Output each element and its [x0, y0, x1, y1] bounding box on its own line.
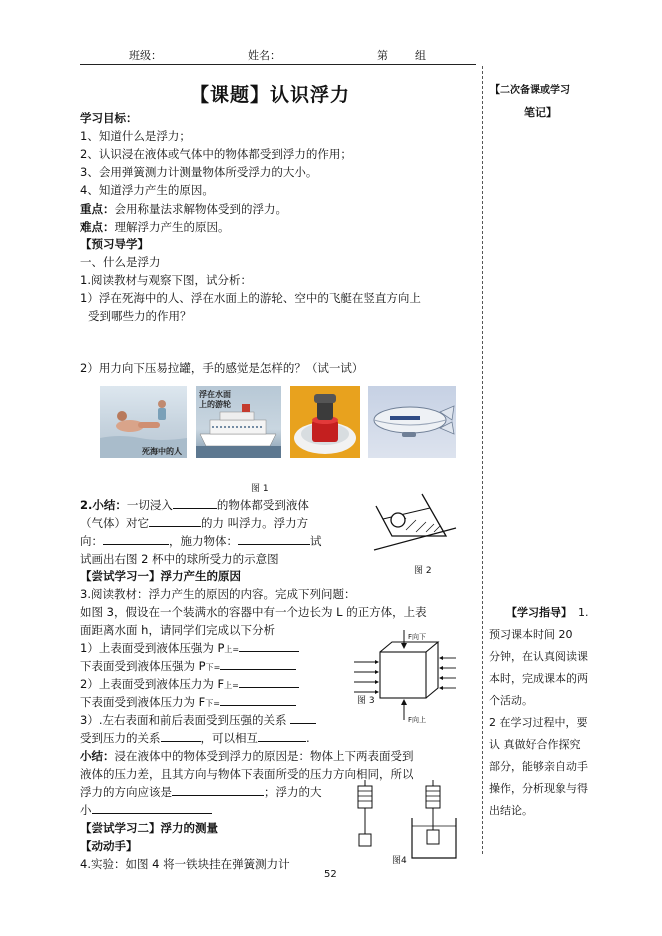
group-prefix: 第: [377, 49, 388, 62]
step-1a-sub: 上=: [224, 645, 240, 654]
summary-2-line-4: [80, 802, 212, 818]
goal-item: 3、会用弹簧测力计测量物体所受浮力的大小。: [80, 165, 318, 179]
figure-3-caption: 图 3: [357, 696, 375, 706]
photo-caption-ship-2: 上的游轮: [199, 400, 231, 409]
figure-2-diagram: [372, 492, 458, 554]
photo-airship: [368, 386, 456, 458]
summary-1-line-1: [80, 497, 309, 513]
blank-field[interactable]: [238, 533, 310, 545]
preview-subheading: 一、什么是浮力: [80, 255, 161, 269]
step-2a: [80, 676, 299, 694]
step-2b-sub: 下=: [205, 699, 220, 708]
photo-caption-sea: 死海中的人: [142, 447, 182, 456]
blank-field[interactable]: [161, 730, 201, 742]
summary-2-text-3a: 浮力的方向应该是: [80, 785, 172, 799]
blank-field[interactable]: [149, 515, 201, 527]
name-label: 姓名：: [248, 49, 281, 62]
summary-1-text-b: 的物体都受到液体: [216, 498, 309, 512]
figure-2-caption: 图 2: [414, 566, 432, 576]
blank-field[interactable]: [290, 712, 316, 724]
guide-line: 认 真做好合作探究: [489, 738, 581, 751]
force-label-top: F向下: [408, 633, 427, 641]
summary-2-text-4: 小: [80, 803, 92, 817]
summary-1-line-3: [80, 533, 322, 549]
blank-field[interactable]: [172, 784, 264, 796]
difficulty-label: 难点：: [80, 220, 115, 234]
key-text: 会用称量法求解物体受到的浮力。: [114, 202, 287, 216]
figure-3-diagram: [352, 630, 458, 724]
sidebar-note-line-1: 【二次备课或学习: [490, 85, 570, 96]
try-1-heading: 【尝试学习一】浮力产生的原因: [80, 569, 241, 583]
blank-field[interactable]: [173, 497, 217, 509]
guide-text: 1.: [578, 606, 589, 619]
photo-dead-sea: [100, 386, 187, 458]
step-3b: 受到压力的关系 ，可以相互 .: [80, 731, 310, 745]
guide-line: 本时，完成课本的两: [489, 672, 588, 685]
step-2a-sub: 上=: [224, 681, 239, 690]
question-3-line-3: 面距离水面 h，请同学们完成以下分析: [80, 623, 275, 637]
blank-field[interactable]: [239, 676, 299, 688]
guide-line: 出结论。: [489, 804, 533, 817]
summary-1-text-d: 的力 叫浮力。浮力方: [201, 516, 309, 530]
summary-1-line-2: [80, 515, 308, 531]
blank-field[interactable]: [239, 640, 299, 652]
summary-2-line-1: [80, 748, 414, 764]
difficult-point: [80, 219, 230, 235]
sidebar-note-line-2: 笔记】: [524, 106, 557, 119]
question-3: 3.阅读教材：浮力产生的原因的内容。完成下列问题：: [80, 587, 356, 601]
step-3a-text: 3）.左右表面和前后表面受到压强的关系: [80, 713, 287, 727]
header-rule: [80, 64, 476, 65]
page-number: 52: [324, 869, 337, 880]
goal-item: 2、认识浸在液体或气体中的物体都受到浮力的作用；: [80, 147, 352, 161]
goal-item: 1、知道什么是浮力；: [80, 129, 191, 143]
question-1a: 1）浮在死海中的人、浮在水面上的游轮、空中的飞艇在竖直方向上: [80, 291, 421, 305]
goals-heading: 学习目标：: [80, 111, 138, 125]
sidebar-divider: [482, 66, 483, 854]
step-3b-text-a: 受到压力的关系: [80, 731, 161, 745]
summary-2-line-2: 液体的压力差，且其方向与物体下表面所受的压力方向相同，所以: [80, 767, 414, 781]
step-3a: [80, 712, 316, 728]
question-1a-cont: 受到哪些力的作用？: [88, 309, 192, 323]
blank-field[interactable]: [92, 802, 212, 814]
step-3b-text-b: ，可以相互: [200, 731, 258, 745]
photo-cruise-ship: [196, 386, 281, 458]
guide-line: 操作，分析现象与得: [489, 782, 588, 795]
airship-icon: [368, 386, 456, 458]
step-1b-text: 下表面受到液体压强为 P: [80, 659, 206, 673]
step-1a: [80, 640, 299, 658]
difficulty-text: 理解浮力产生的原因。: [114, 220, 230, 234]
summary-1-line-4: 试画出右图 2 杯中的球所受力的示意图: [80, 552, 279, 566]
step-1b-sub: 下=: [205, 663, 221, 672]
guide-line: 个活动。: [489, 694, 533, 707]
summary-2-text-3b: ；浮力的大: [264, 785, 322, 799]
figure-1-caption: 图 1: [251, 484, 269, 494]
photo-can-in-water: [290, 386, 360, 458]
summary-2-text-1: 浸在液体中的物体受到浮力的原因是：物体上下两表面受到: [114, 749, 414, 763]
key-point: [80, 201, 287, 217]
step-2a-text: 2）上表面受到液体压力为 F: [80, 677, 225, 691]
key-label: 重点：: [80, 202, 115, 216]
blank-field[interactable]: [258, 730, 306, 742]
blank-field[interactable]: [103, 533, 169, 545]
summary-1-text-a: 一切浸入: [126, 498, 173, 512]
guide-line-1: [506, 602, 589, 623]
try-2-heading: 【尝试学习二】浮力的测量: [80, 821, 218, 835]
summary-1-text-g: 试: [310, 534, 322, 548]
step-2b: [80, 694, 296, 712]
preview-heading: 【预习导学】: [80, 237, 149, 251]
class-label: 班级：: [129, 49, 162, 62]
summary-1-text-c: （气体）对它: [80, 516, 149, 530]
summary-1-text-f: ，施力物体：: [169, 534, 238, 548]
guide-line: 部分，能够亲自动手: [489, 760, 588, 773]
blank-field[interactable]: [220, 694, 296, 706]
question-4: 4.实验：如图 4 将一铁块挂在弹簧测力计: [80, 857, 290, 871]
summary-1-label: 2.小结：: [80, 498, 127, 512]
question-2: 2）用力向下压易拉罐，手的感觉是怎样的？（试一试）: [80, 361, 364, 375]
goal-item: 4、知道浮力产生的原因。: [80, 183, 214, 197]
question-3-line-2: 如图 3，假设在一个装满水的容器中有一个边长为 L 的正方体，上表: [80, 605, 427, 619]
hands-on-heading: 【动动手】: [80, 839, 138, 853]
group-suffix: 组: [415, 49, 426, 62]
guide-line: 2 在学习过程中，要: [489, 716, 588, 729]
force-label-bottom: F向上: [408, 716, 427, 724]
photo-caption-ship-1: 浮在水面: [199, 390, 231, 399]
guide-line: 分钟，在认真阅读课: [489, 650, 588, 663]
step-1b: [80, 658, 296, 676]
blank-field[interactable]: [220, 658, 296, 670]
summary-2-label: 小结：: [80, 749, 115, 763]
summary-2-line-3: [80, 784, 322, 800]
step-2b-text: 下表面受到液体压力为 F: [80, 695, 206, 709]
question-1: 1.阅读教材与观察下图，试分析：: [80, 273, 252, 287]
summary-1-text-e: 向：: [80, 534, 103, 548]
guide-line: 预习课本时间 20: [489, 628, 573, 641]
can-icon: [290, 386, 360, 458]
guide-label: 【学习指导】: [506, 606, 572, 619]
step-1a-text: 1）上表面受到液体压强为 P: [80, 641, 225, 655]
lesson-title: 【课题】认识浮力: [190, 84, 351, 106]
figure-4-caption: 图4: [392, 856, 407, 866]
